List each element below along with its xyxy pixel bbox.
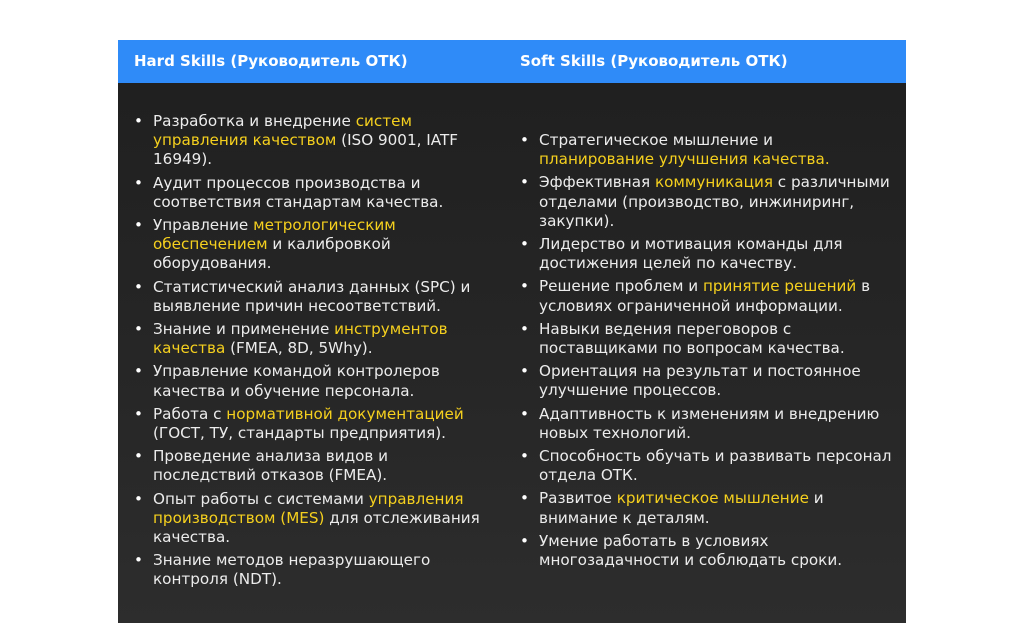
item-highlight: нормативной документацией [226,404,464,423]
item-text: Решение проблем и [539,277,703,296]
soft-skill-item [520,235,892,273]
item-text-end: и калибровкой оборудования. [153,235,391,273]
skills-table [118,40,906,623]
soft-skill-item [520,277,892,315]
item-highlight: коммуникация [654,173,773,192]
hard-skill-item [134,490,494,548]
hard-skill-item [134,216,494,274]
item-text-end: с различными отделами (производство, инжиниринг, закупки). [539,173,890,230]
hard-skill-item [134,551,494,589]
hard-skill-item [134,278,494,316]
item-highlight: критическое мышление [616,489,809,508]
item-text: Способность обучать и развивать персонал отдела ОТК. [539,447,892,485]
item-text: Разработка и внедрение [153,112,356,130]
soft-skill-item [520,405,892,443]
item-text-end: в условиях ограниченной информации. [539,277,871,315]
item-text: Навыки ведения переговоров с поставщиками по вопросам качества. [539,319,845,358]
item-text: Опыт работы с системами [153,489,369,508]
hard-skill-item [134,112,494,170]
table-header [118,40,906,83]
item-text: Ориентация на результат и постоянное улучшение процессов. [539,362,861,400]
soft-skills-list [520,131,892,574]
item-text: Знание методов неразрушающего контроля (NDT). [153,551,431,589]
item-text: Лидерство и мотивация команды для достижения целей по качеству. [539,235,843,273]
item-text-end: (FMEA, 8D, 5Why). [225,339,373,358]
item-highlight: инструментов качества [153,320,448,358]
item-text: Развитое [539,489,617,508]
soft-skills-header: Soft Skills (Руководитель ОТК) [520,52,788,70]
item-text: Адаптивность к изменениям и внедрению новых технологий. [539,404,880,442]
item-text: Статистический анализ данных (SPC) и выявление причин несоответствий. [153,277,471,315]
item-text: Знание и применение [153,320,335,339]
item-text-end: для отслеживания качества. [153,508,480,547]
soft-skill-item [520,362,892,400]
soft-skill-item [520,173,892,231]
item-text-end: и внимание к деталям. [539,489,824,527]
item-text: Эффективная [539,173,655,192]
item-highlight: метрологическим обеспечением [153,216,396,254]
item-text: Работа с [153,404,227,423]
soft-skill-item [520,532,892,570]
item-text: Аудит процессов производства и соответствия стандартам качества. [153,173,444,211]
item-text: Умение работать в условиях многозадачности и соблюдать сроки. [539,531,843,570]
item-text: Управление командой контролеров качества и обучение персонала. [153,362,440,400]
hard-skills-list [134,112,494,594]
soft-skill-item [520,320,892,358]
hard-skill-item [134,405,494,443]
soft-skill-item [520,489,892,527]
item-highlight: систем управления качеством [153,112,412,150]
soft-skill-item [520,447,892,485]
hard-skill-item [134,447,494,485]
item-text-end: (ISO 9001, IATF 16949). [153,131,458,169]
item-text: Управление [153,216,254,235]
hard-skills-header: Hard Skills (Руководитель ОТК) [134,52,408,70]
item-text: Стратегическое мышление и [539,131,773,149]
item-highlight: управления производством (MES) [153,489,464,527]
hard-skill-item [134,174,494,212]
item-text: Проведение анализа видов и последствий отказов (FMEA). [153,447,389,485]
item-highlight: принятие решений [702,277,857,296]
item-highlight: планирование улучшения качества. [539,150,830,169]
soft-skill-item [520,131,892,169]
item-text-end: (ГОСТ, ТУ, стандарты предприятия). [153,424,447,443]
hard-skill-item [134,320,494,358]
hard-skill-item [134,362,494,400]
